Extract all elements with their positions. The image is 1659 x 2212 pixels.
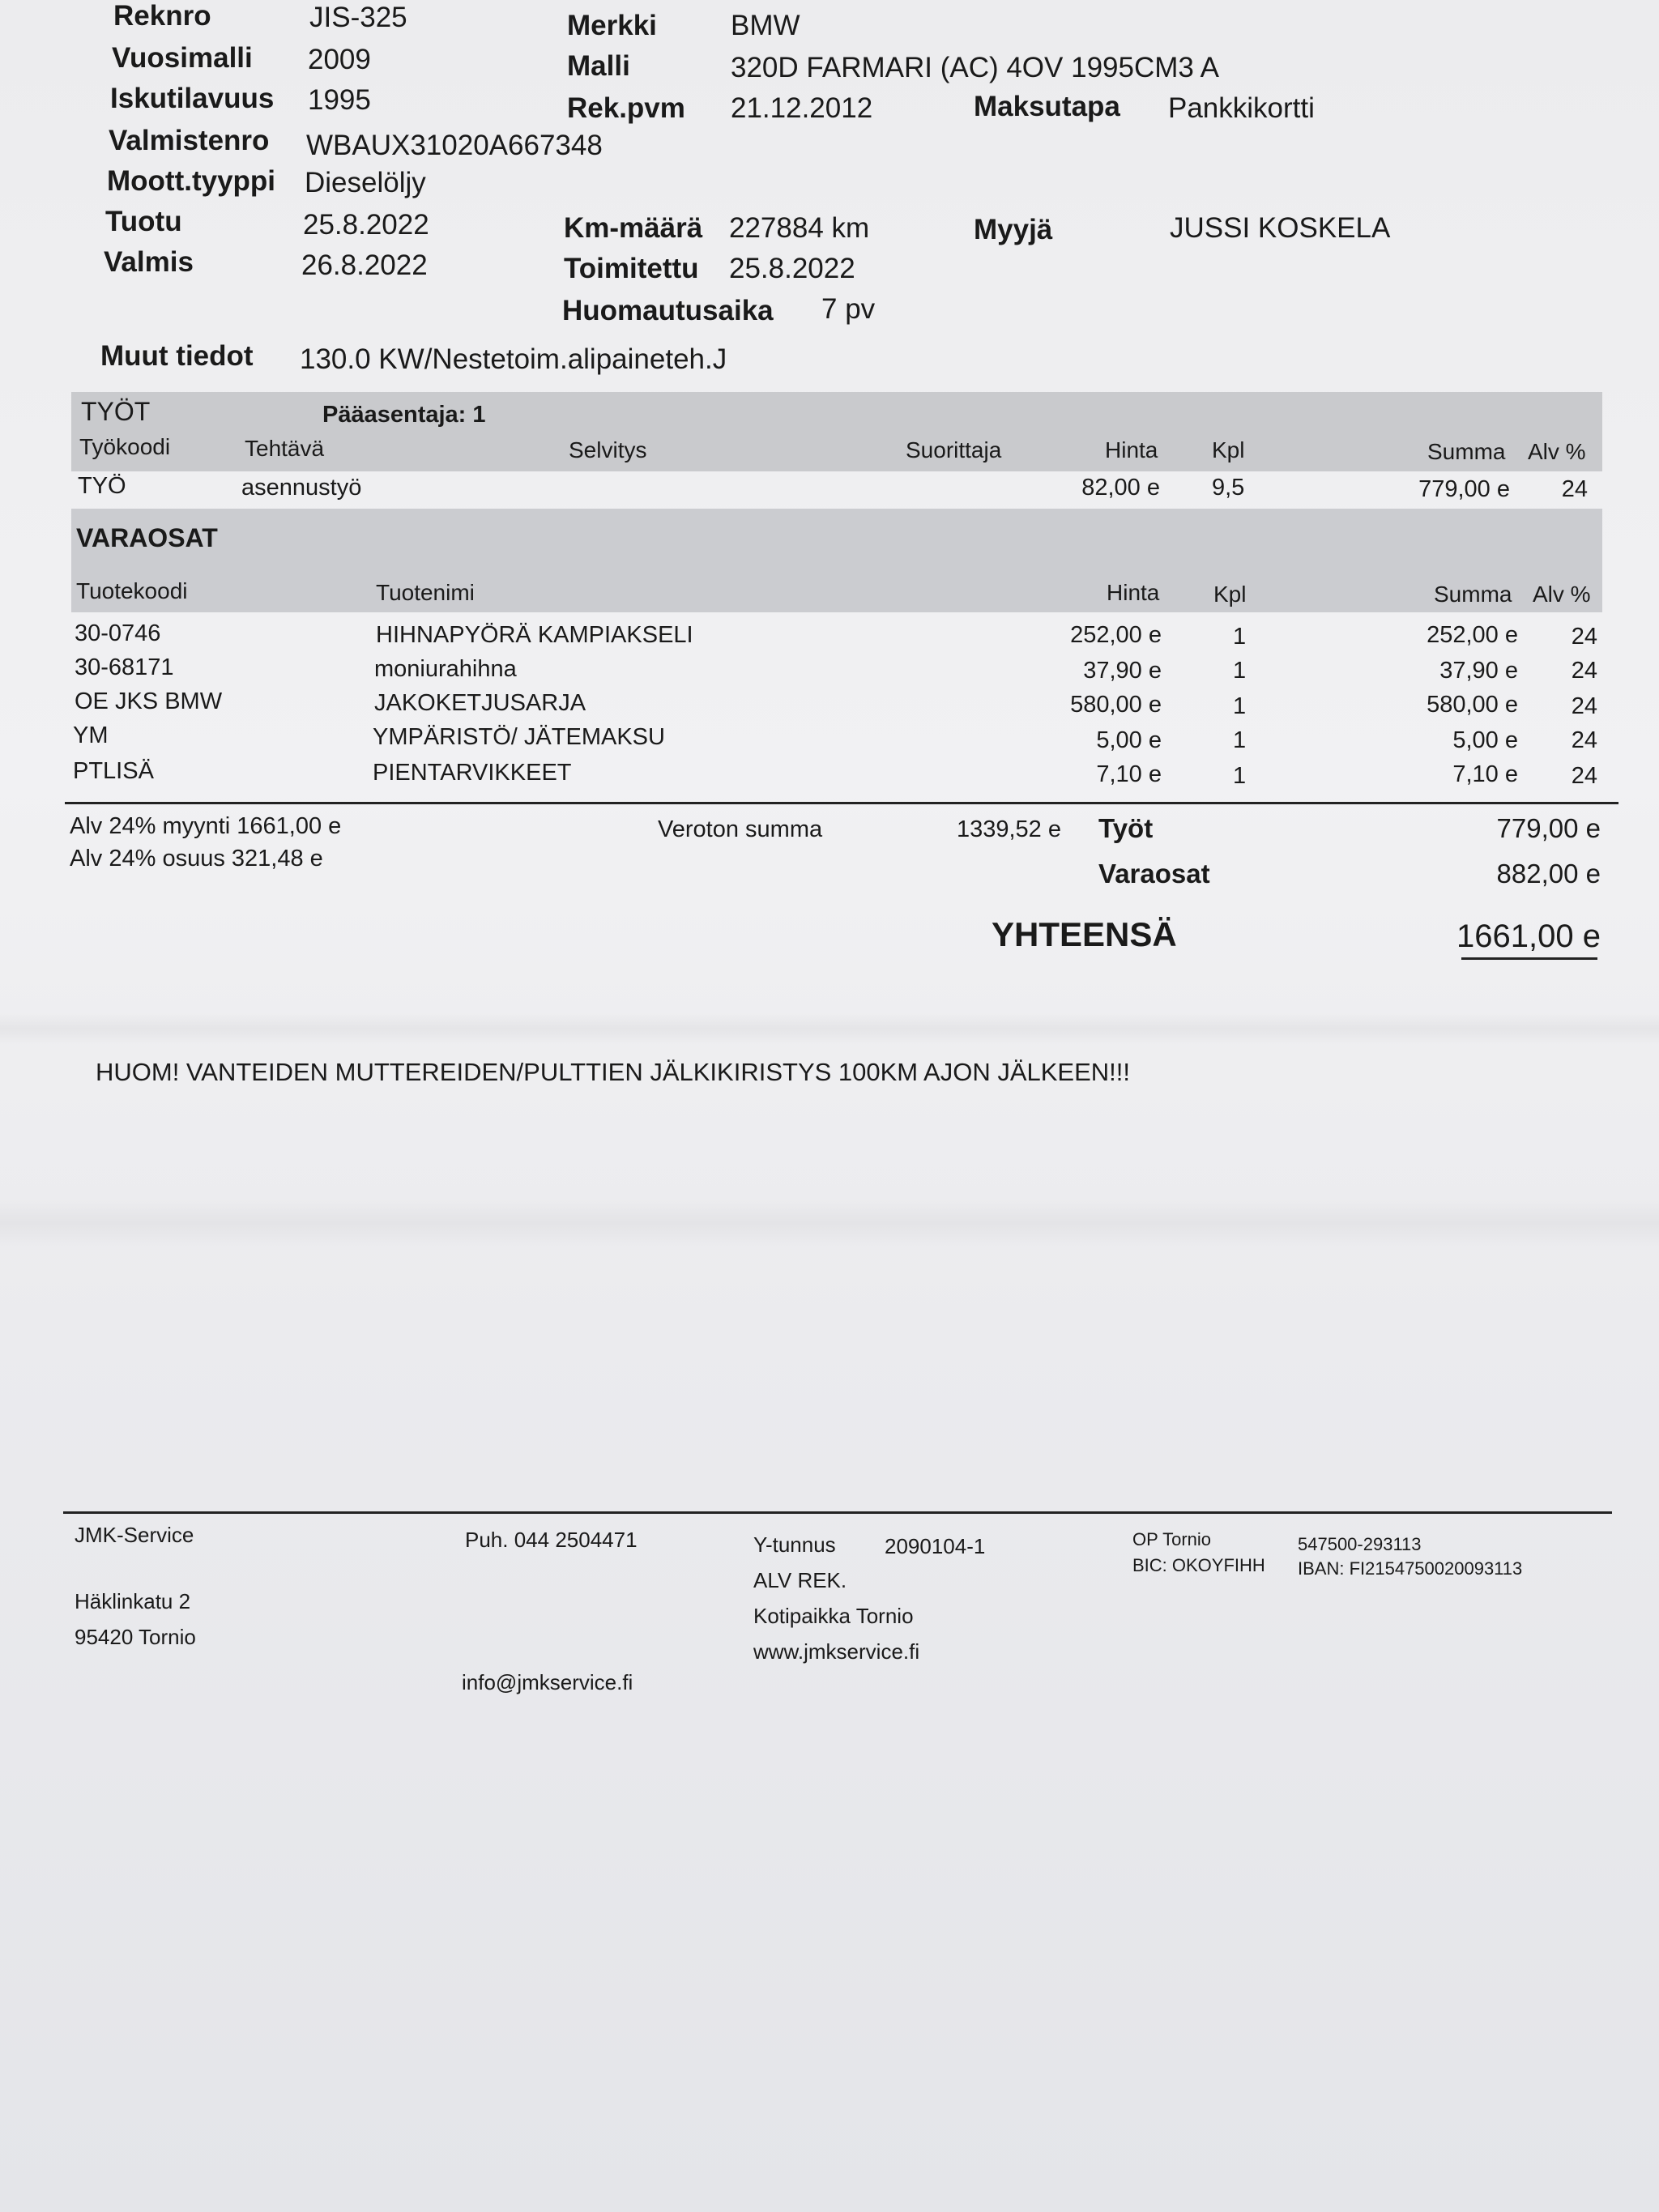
valmistenro-label: Valmistenro [109, 125, 270, 156]
totals-divider [65, 802, 1618, 804]
rek-pvm-label: Rek.pvm [567, 92, 685, 124]
cell-kpl: 1 [1233, 693, 1247, 719]
cell-tuotenimi: moniurahihna [374, 656, 517, 682]
cell-alv: 24 [1571, 727, 1597, 753]
col-suorittaja: Suorittaja [906, 437, 1002, 462]
huomautusaika-label: Huomautusaika [562, 295, 774, 326]
cell-tuotenimi: HIHNAPYÖRÄ KAMPIAKSELI [376, 622, 693, 648]
rek-pvm-value: 21.12.2012 [731, 92, 873, 124]
company-phone: Puh. 044 2504471 [465, 1528, 638, 1552]
valmis-label: Valmis [104, 246, 194, 278]
km-maara-value: 227884 km [729, 212, 870, 244]
alv-rek: ALV REK. [753, 1568, 847, 1592]
yhteensa-label: YHTEENSÄ [992, 915, 1177, 953]
malli-value: 320D FARMARI (AC) 4OV 1995CM3 A [731, 52, 1219, 83]
cell-summa: 7,10 e [1452, 761, 1518, 787]
yhteensa-underline [1461, 957, 1597, 960]
cell-hinta: 5,00 e [1096, 727, 1162, 753]
toimitettu-value: 25.8.2022 [729, 253, 855, 284]
tyot-total-label: Työt [1098, 813, 1154, 843]
col-hinta: Hinta [1105, 437, 1158, 462]
myyja-label: Myyjä [974, 214, 1053, 245]
tyot-total-value: 779,00 e [1496, 813, 1601, 843]
cell-summa: 5,00 e [1452, 727, 1518, 753]
tuotu-value: 25.8.2022 [303, 209, 429, 241]
km-maara-label: Km-määrä [564, 212, 703, 244]
varaosat-header-band [71, 509, 1602, 612]
cell-alv: 24 [1561, 476, 1588, 502]
cell-tuotekoodi: 30-0746 [75, 620, 161, 646]
valmistenro-value: WBAUX31020A667348 [306, 130, 603, 161]
merkki-value: BMW [731, 10, 800, 41]
cell-tuotekoodi: OE JKS BMW [75, 688, 223, 714]
alv-myynti: Alv 24% myynti 1661,00 e [70, 813, 342, 839]
cell-hinta: 82,00 e [1081, 475, 1160, 501]
cell-tuotenimi: PIENTARVIKKEET [373, 760, 572, 786]
col-summa: Summa [1427, 439, 1506, 464]
merkki-label: Merkki [567, 10, 657, 41]
cell-tyokoodi: TYÖ [78, 473, 126, 499]
cell-hinta: 580,00 e [1070, 692, 1162, 718]
vuosimalli-label: Vuosimalli [112, 42, 253, 74]
cell-hinta: 252,00 e [1070, 622, 1162, 648]
cell-alv: 24 [1571, 693, 1597, 719]
reknro-label: Reknro [113, 0, 211, 32]
cell-kpl: 1 [1233, 658, 1247, 684]
cell-summa: 779,00 e [1418, 476, 1510, 502]
col-kpl: Kpl [1213, 582, 1247, 607]
footer-divider [63, 1511, 1612, 1514]
paper-fold [0, 1012, 1659, 1045]
kotipaikka: Kotipaikka Tornio [753, 1604, 914, 1628]
cell-tehtava: asennustyö [241, 475, 362, 501]
moott-tyyppi-value: Dieselöljy [305, 167, 426, 198]
toimitettu-label: Toimitettu [564, 253, 699, 284]
yhteensa-value: 1661,00 e [1456, 918, 1601, 954]
tuotu-label: Tuotu [105, 206, 182, 237]
cell-tuotenimi: JAKOKETJUSARJA [374, 690, 586, 716]
maksutapa-label: Maksutapa [974, 91, 1120, 122]
maksutapa-value: Pankkikortti [1168, 92, 1315, 124]
iskutilavuus-label: Iskutilavuus [110, 83, 275, 114]
muut-tiedot-label: Muut tiedot [100, 340, 254, 372]
col-alv: Alv % [1528, 439, 1586, 464]
bic-code: BIC: OKOYFIHH [1132, 1555, 1265, 1575]
cell-tuotekoodi: 30-68171 [75, 654, 174, 680]
reknro-value: JIS-325 [309, 2, 407, 33]
col-tuotekoodi: Tuotekoodi [76, 578, 188, 603]
notice-text: HUOM! VANTEIDEN MUTTEREIDEN/PULTTIEN JÄLKIKIRISTYS 100KM AJON JÄLKEEN!!! [96, 1058, 1130, 1086]
cell-tuotekoodi: YM [73, 722, 109, 748]
vuosimalli-value: 2009 [308, 44, 371, 75]
cell-kpl: 1 [1233, 763, 1247, 789]
cell-summa: 580,00 e [1427, 692, 1518, 718]
col-kpl: Kpl [1212, 437, 1245, 462]
cell-alv: 24 [1571, 763, 1597, 789]
company-street: Häklinkatu 2 [75, 1589, 191, 1613]
cell-kpl: 1 [1233, 624, 1247, 650]
cell-summa: 252,00 e [1427, 622, 1518, 648]
col-tyokoodi: Työkoodi [79, 434, 171, 459]
paper-fold [0, 1199, 1659, 1247]
veroton-label: Veroton summa [658, 816, 823, 842]
paaasentaja: Pääasentaja: 1 [322, 402, 486, 428]
huomautusaika-value: 7 pv [821, 293, 876, 325]
company-website: www.jmkservice.fi [753, 1639, 920, 1664]
valmis-value: 26.8.2022 [301, 249, 428, 281]
bank-name: OP Tornio [1132, 1529, 1212, 1549]
company-city: 95420 Tornio [75, 1625, 196, 1649]
cell-tuotekoodi: PTLISÄ [73, 758, 154, 784]
ytunnus-value: 2090104-1 [885, 1534, 986, 1558]
cell-tuotenimi: YMPÄRISTÖ/ JÄTEMAKSU [373, 724, 665, 750]
alv-osuus: Alv 24% osuus 321,48 e [70, 846, 323, 872]
tyot-title: TYÖT [81, 397, 151, 426]
ytunnus-label: Y-tunnus [753, 1532, 836, 1557]
veroton-value: 1339,52 e [956, 816, 1061, 842]
cell-kpl: 9,5 [1212, 475, 1245, 501]
iban-code: IBAN: FI2154750020093113 [1298, 1558, 1523, 1579]
varaosat-total-value: 882,00 e [1496, 859, 1601, 889]
col-summa: Summa [1434, 582, 1512, 607]
bank-account: 547500-293113 [1298, 1534, 1422, 1554]
col-selvitys: Selvitys [569, 437, 647, 462]
iskutilavuus-value: 1995 [308, 84, 371, 116]
varaosat-total-label: Varaosat [1098, 859, 1210, 889]
moott-tyyppi-label: Moott.tyyppi [107, 165, 276, 197]
cell-hinta: 7,10 e [1096, 761, 1162, 787]
col-tuotenimi: Tuotenimi [376, 580, 475, 605]
col-tehtava: Tehtävä [245, 436, 325, 461]
muut-tiedot-value: 130.0 KW/Nestetoim.alipaineteh.J [300, 343, 727, 375]
malli-label: Malli [567, 50, 630, 82]
cell-alv: 24 [1571, 658, 1597, 684]
cell-summa: 37,90 e [1439, 658, 1518, 684]
col-alv: Alv % [1533, 582, 1591, 607]
cell-kpl: 1 [1233, 727, 1247, 753]
cell-hinta: 37,90 e [1083, 658, 1162, 684]
col-hinta: Hinta [1107, 580, 1160, 605]
myyja-value: JUSSI KOSKELA [1170, 212, 1391, 244]
company-email: info@jmkservice.fi [462, 1670, 633, 1694]
company-name: JMK-Service [75, 1523, 194, 1547]
varaosat-title: VARAOSAT [76, 523, 218, 552]
cell-alv: 24 [1571, 624, 1597, 650]
